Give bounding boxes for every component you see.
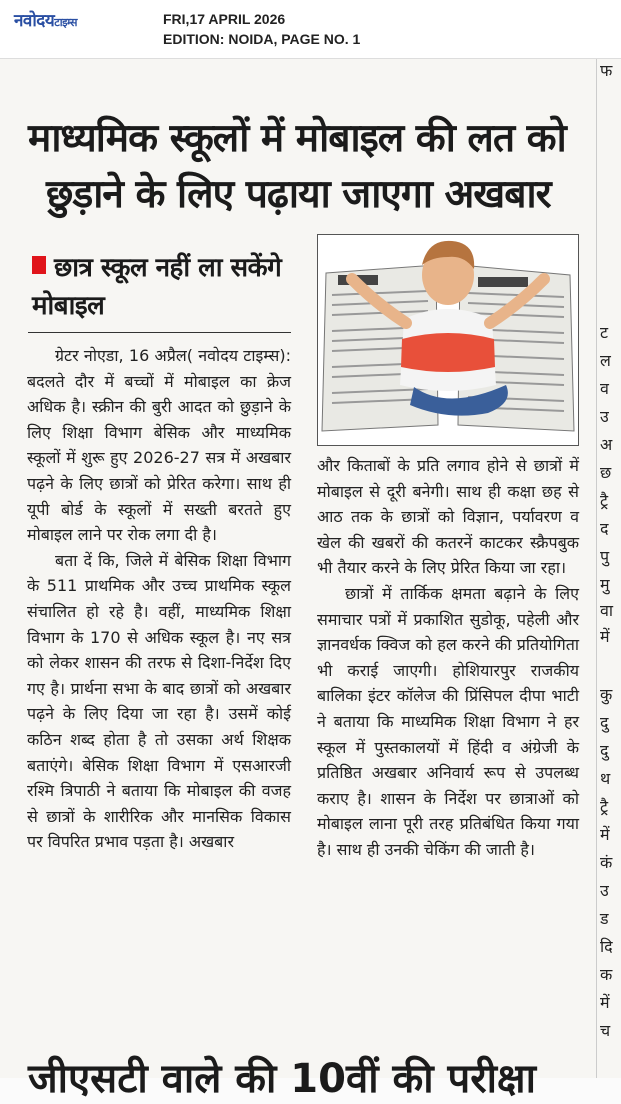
fragment-text: ड <box>600 909 609 928</box>
fragment-text: पु <box>600 547 610 566</box>
fragment-text: ट्रै <box>600 491 609 510</box>
edition-info <box>163 9 360 49</box>
fragment-text: थ <box>600 769 611 788</box>
article-headline <box>28 111 588 223</box>
fragment-text: कु <box>600 685 613 704</box>
fragment-text: में <box>600 627 610 646</box>
headline-line-1: माध्यमिक स्कूलों में मोबाइल की लत को <box>28 116 566 161</box>
fragment-text: छ <box>600 463 612 482</box>
fragment-text: दु <box>600 713 609 732</box>
edition-label: EDITION: NOIDA, PAGE NO. 1 <box>163 31 361 47</box>
fragment-text: अ <box>600 435 613 454</box>
fragment-text: वा <box>600 601 614 620</box>
fragment-text: कं <box>600 853 613 872</box>
column-divider <box>596 59 597 1078</box>
fragment-text: उ <box>600 407 609 426</box>
fragment-text: उ <box>600 881 609 900</box>
newspaper-page <box>0 59 621 1102</box>
newspaper-logo[interactable]: नवोदयटाइम्स <box>14 11 77 31</box>
next-article-headline: जीएसटी वाले की 10वीं की परीक्षा <box>28 1056 536 1102</box>
publish-date: FRI,17 APRIL 2026 <box>163 11 286 27</box>
fragment-text: मु <box>600 575 610 594</box>
article-subhead: छात्र स्कूल नहीं ला सकेंगे मोबाइल <box>32 253 282 321</box>
article-column-2 <box>317 453 579 863</box>
fragment-text: फ <box>600 61 613 80</box>
fragment-text: ट <box>600 323 609 342</box>
fragment-text: च <box>600 1021 611 1040</box>
paragraph: बता दें कि, जिले में बेसिक शिक्षा विभाग के 511 प्राथमिक और उच्च प्राथमिक स्कूल संचालित हो रहे है। वहीं, माध्यमिक शिक्षा विभाग के 170 से अधिक स्कूल है। नए सत्र को लेकर शासन की तरफ से दिशा-निर्देश दिए गए है। प्रार्थना सभा के बाद छात्रों को अखबार पढ़ने के लिए दिया जा रहा है। उसमें कोई कठिन शब्द होता है तो उसका अर्थ शिक्षक बताएंगे। बेसिक शिक्षा विभाग में एसआरजी रश्मि त्रिपाठी ने बताया कि मोबाइल की वजह से छात्रों के शारीरिक और मानसिक विकास पर विपरित प्रभाव पड़ता है। अखबार <box>27 550 291 852</box>
fragment-text: ट्रै <box>600 797 609 816</box>
subhead-divider <box>28 332 291 333</box>
fragment-text: में <box>600 993 610 1012</box>
fragment-text: ल <box>600 351 611 370</box>
fragment-text: दि <box>600 937 613 956</box>
paragraph: और किताबों के प्रति लगाव होने से छात्रों में मोबाइल से दूरी बनेगी। साथ ही कक्षा छह से आठ तक के छात्रों को विज्ञान, पर्यावरण व खेल की खबरों की कतरनें काटकर स्क्रैपबुक भी तैयार करने के लिए प्रेरित किया जा रहा। <box>317 456 579 578</box>
fragment-text: में <box>600 825 610 844</box>
boy-reading-newspaper-illustration <box>317 234 579 446</box>
fragment-text: द <box>600 519 609 538</box>
fragment-text: दु <box>600 741 609 760</box>
masthead <box>0 0 621 59</box>
red-square-icon <box>32 256 46 274</box>
paragraph: छात्रों में तार्किक क्षमता बढ़ाने के लिए समाचार पत्रों में प्रकाशित सुडोकू, पहेली और ज्ञानवर्धक क्विज को हल करने की प्रतियोगिता भी कराई जाएगी। होशियारपुर राजकीय बालिका इंटर कॉलेज की प्रिंसिपल दीपा भाटी ने बताया कि माध्यमिक शिक्षा विभाग ने हर स्कूल में पुस्तकालयों में हिंदी व अंग्रेजी के प्रतिष्ठित अखबार अनिवार्य रूप से उपलब्ध कराए है। शासन के निर्देश पर छात्राओं को मोबाइल लाना पूरी तरह प्रतिबंधित किया गया है। साथ ही उनकी चेकिंग की जाती है। <box>317 583 579 859</box>
fragment-text: क <box>600 965 613 984</box>
article-column-1 <box>27 343 291 855</box>
fragment-text: व <box>600 379 609 398</box>
newspaper-illustration-icon <box>318 235 578 445</box>
headline-line-2: छुड़ाने के लिए पढ़ाया जाएगा अखबार <box>46 172 551 217</box>
paragraph: ग्रेटर नोएडा, 16 अप्रैल( नवोदय टाइम्स): बदलते दौर में बच्चों में मोबाइल का क्रेज अधिक है। स्क्रीन की बुरी आदत को छुड़ाने के लिए शिक्षा विभाग बेसिक और माध्यमिक स्कूलों में शुरू हुए 2026-27 सत्र में अखबार पढ़ने के लिए छात्रों को प्रेरित करेगा। साथ ही यूपी बोर्ड के स्कूलों में सख्ती बरतते हुए मोबाइल लाने पर रोक लगा दी है। <box>27 346 291 545</box>
